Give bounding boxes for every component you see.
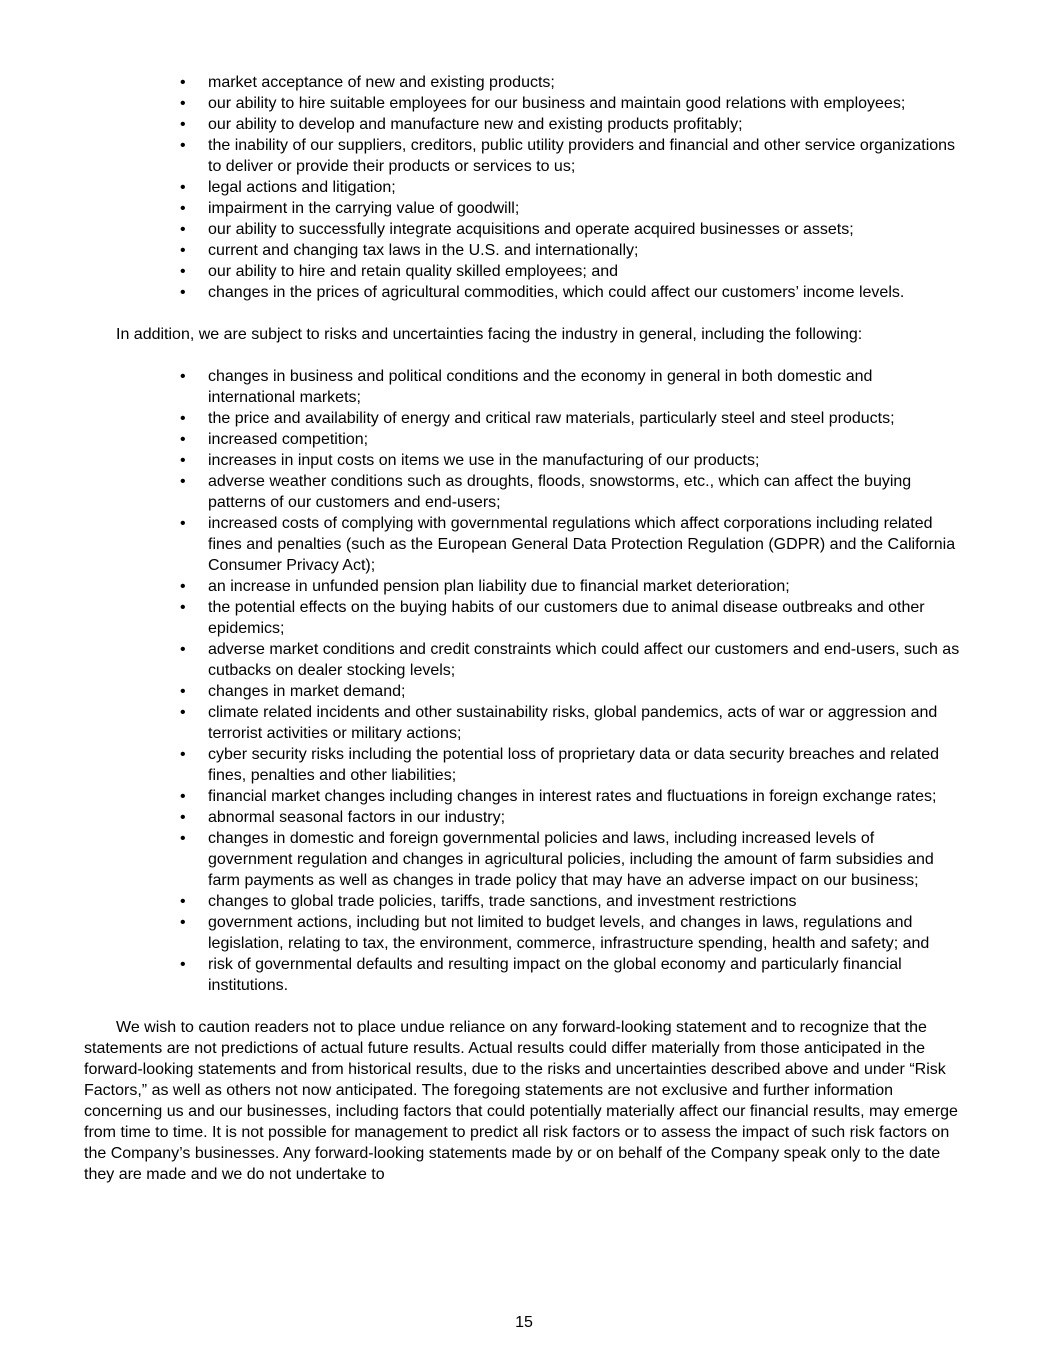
- list-item: • our ability to hire suitable employees for our business and maintain good relations with employees;: [84, 93, 962, 114]
- list-item: • the potential effects on the buying habits of our customers due to animal disease outbreaks and other epidemics;: [84, 597, 962, 639]
- list-item: • the price and availability of energy and critical raw materials, particularly steel and steel products;: [84, 408, 962, 429]
- list-item: • increased costs of complying with governmental regulations which affect corporations including related fines and penalties (such as the European General Data Protection Regulation (GDPR) and the California Consumer Privacy Act);: [84, 513, 962, 576]
- company-risk-list: [84, 72, 962, 303]
- list-item: • impairment in the carrying value of goodwill;: [84, 198, 962, 219]
- list-item: • changes in business and political conditions and the economy in general in both domestic and international markets;: [84, 366, 962, 408]
- list-item: • adverse market conditions and credit constraints which could affect our customers and end-users, such as cutbacks on dealer stocking levels;: [84, 639, 962, 681]
- list-item: • legal actions and litigation;: [84, 177, 962, 198]
- paragraph-industry-intro: In addition, we are subject to risks and uncertainties facing the industry in general, including the following:: [116, 326, 863, 343]
- list-item: • adverse weather conditions such as droughts, floods, snowstorms, etc., which can affect the buying patterns of our customers and end-users;: [84, 471, 962, 513]
- list-item: • changes in the prices of agricultural commodities, which could affect our customers’ income levels.: [84, 282, 962, 303]
- list-item: • increases in input costs on items we use in the manufacturing of our products;: [84, 450, 962, 471]
- list-item: • increased competition;: [84, 429, 962, 450]
- industry-risk-list: [84, 366, 962, 996]
- list-item: • cyber security risks including the potential loss of proprietary data or data security breaches and related fines, penalties and other liabilities;: [84, 744, 962, 786]
- list-item: • changes to global trade policies, tariffs, trade sanctions, and investment restrictions: [84, 891, 962, 912]
- list-item: • our ability to develop and manufacture new and existing products profitably;: [84, 114, 962, 135]
- list-item: • risk of governmental defaults and resulting impact on the global economy and particularly financial institutions.: [84, 954, 962, 996]
- list-item: • financial market changes including changes in interest rates and fluctuations in foreign exchange rates;: [84, 786, 962, 807]
- list-item: • changes in market demand;: [84, 681, 962, 702]
- list-item: • changes in domestic and foreign governmental policies and laws, including increased levels of government regulation and changes in agricultural policies, including the amount of farm subsidies and farm payments as well as changes in trade policy that may have an adverse impact on our business;: [84, 828, 962, 891]
- list-item: • government actions, including but not limited to budget levels, and changes in laws, regulations and legislation, relating to tax, the environment, commerce, infrastructure spending, health and safety; and: [84, 912, 962, 954]
- list-item: • the inability of our suppliers, creditors, public utility providers and financial and other service organizations to deliver or provide their products or services to us;: [84, 135, 962, 177]
- list-item: • our ability to successfully integrate acquisitions and operate acquired businesses or assets;: [84, 219, 962, 240]
- list-item: • climate related incidents and other sustainability risks, global pandemics, acts of war or aggression and terrorist activities or military actions;: [84, 702, 962, 744]
- list-item: • an increase in unfunded pension plan liability due to financial market deterioration;: [84, 576, 962, 597]
- paragraph-caution: We wish to caution readers not to place undue reliance on any forward-looking statement and to recognize that the statements are not predictions of actual future results. Actual results could differ materially from those anticipated in the forward-looking statements and from historical results, due to the risks and uncertainties described above and under “Risk Factors,” as well as others not now anticipated. The foregoing statements are not exclusive and further information concerning us and our businesses, including factors that could potentially materially affect our financial results, may emerge from time to time. It is not possible for management to predict all risk factors or to assess the impact of such risk factors on the Company’s businesses. Any forward-looking statements made by or on behalf of the Company speak only to the date they are made and we do not undertake to: [84, 1019, 958, 1183]
- list-item: • abnormal seasonal factors in our industry;: [84, 807, 962, 828]
- page-number: 15: [515, 1314, 533, 1331]
- list-item: • current and changing tax laws in the U.S. and internationally;: [84, 240, 962, 261]
- list-item: • market acceptance of new and existing products;: [84, 72, 962, 93]
- list-item: • our ability to hire and retain quality skilled employees; and: [84, 261, 962, 282]
